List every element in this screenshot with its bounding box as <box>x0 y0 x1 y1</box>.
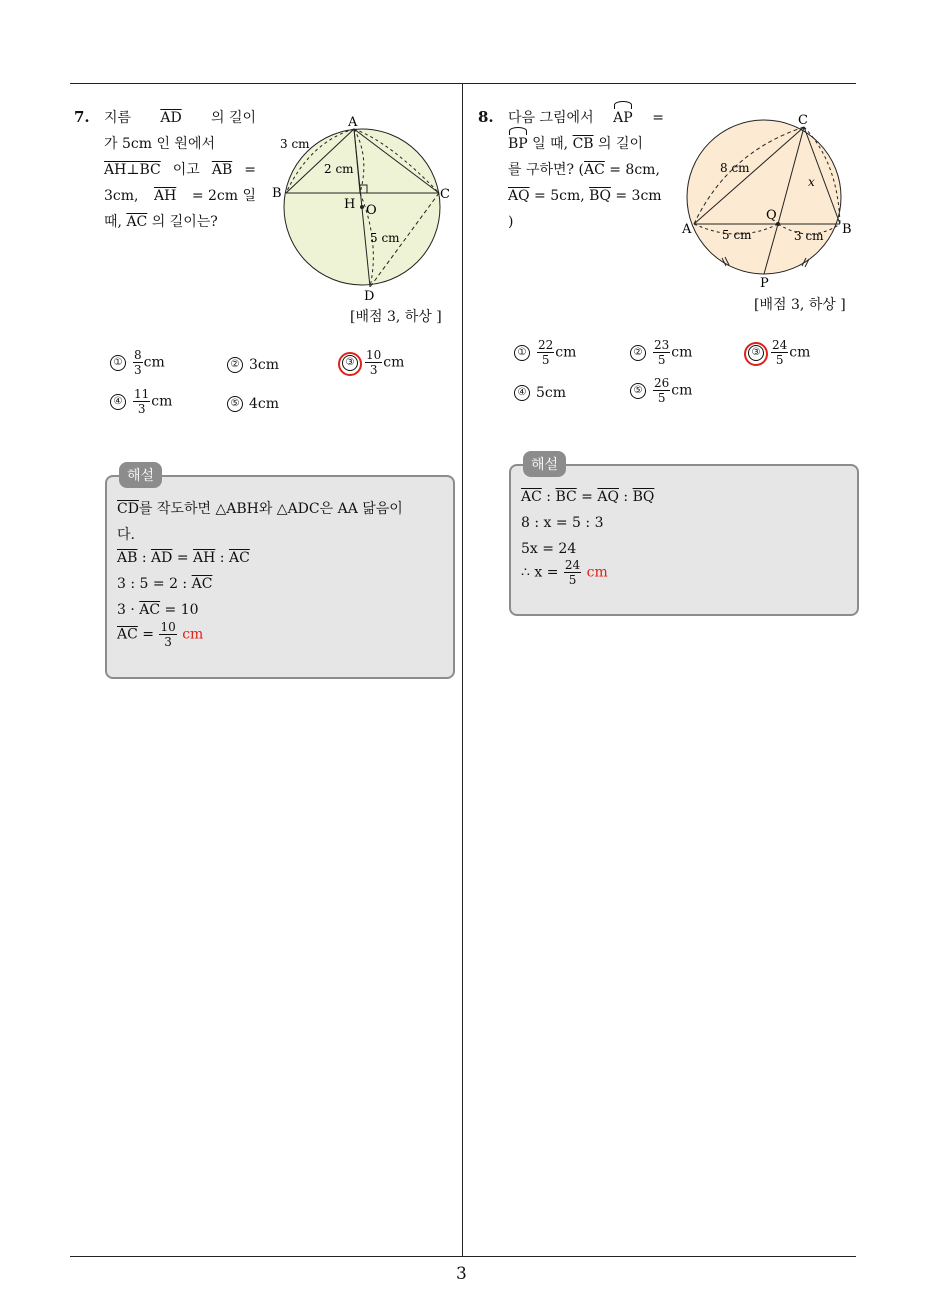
q8-sol-line1: $\overline{AC}$ : $\overline{BC} = \overline{AQ}$ : $\overline{BQ}$ <box>521 489 655 505</box>
q7-sol-line1: $\overline{CD}$를 작도하면 △ABH와 △ADC은 AA 닮음이 <box>117 501 403 517</box>
q7-stem: 지름 $\overline{AD}$ 의 길이 가 5cm 인 원에서 AH⊥BC 이고 $\overline{AB}$ = 3cm, $\overline{AH}$ = 2cm 일 때, $\overline{AC}$ 의 길이는? <box>104 110 256 230</box>
q8-sol-line2: 8 : x = 5 : 3 <box>521 515 604 531</box>
bottom-rule <box>70 1256 856 1257</box>
q8-solution-box <box>509 464 859 616</box>
q8-label-C: C <box>798 113 808 128</box>
q7-choice-3[interactable]: ③ $\frac{10}{3}$ cm <box>342 348 404 377</box>
top-rule <box>70 83 856 84</box>
q7-answer-mark <box>338 352 362 376</box>
q7-choice-1[interactable]: ① $\frac{8}{3}$ cm <box>110 348 165 377</box>
q7-label-ab: 3 cm <box>280 137 310 151</box>
q8-solution-tag: 해설 <box>523 451 566 477</box>
q7-sol-line4: 3 : 5 = 2 : $\overline{AC}$ <box>117 576 213 592</box>
q7-label-C: C <box>440 187 450 202</box>
q7-choice-4[interactable]: ④ $\frac{11}{3}$ cm <box>110 387 172 416</box>
q8-label-A: A <box>682 222 692 237</box>
q7-number: 7. <box>74 108 90 126</box>
q8-label-aq: 5 cm <box>722 228 752 242</box>
q8-choice-4[interactable]: ④ 5cm <box>514 385 566 401</box>
q8-choice-1[interactable]: ① $\frac{22}{5}$ cm <box>514 338 576 367</box>
q7-label-ah: 2 cm <box>324 162 354 176</box>
q7-sol-line6: $\overline{AC}$ = $\frac{10}{3}$ cm <box>117 620 204 649</box>
q7-sol-line3: $\overline{AB}$ : $\overline{AD} = \overline{AH}$ : $\overline{AC}$ <box>117 550 250 566</box>
q8-credit: [배점 3, 하상 ] <box>754 297 846 313</box>
q8-choice-3[interactable]: ③ $\frac{24}{5}$ cm <box>748 338 810 367</box>
q7-choice-2[interactable]: ② 3cm <box>227 357 279 373</box>
q8-circle <box>687 120 841 274</box>
q8-label-P: P <box>760 276 769 291</box>
q7-figure <box>270 112 460 304</box>
q7-label-H: H <box>344 197 356 212</box>
q8-label-qb: 3 cm <box>794 229 824 243</box>
q7-label-O: O <box>366 203 377 218</box>
q8-choice-5[interactable]: ⑤ $\frac{26}{5}$ cm <box>630 376 692 405</box>
q8-choice-2[interactable]: ② $\frac{23}{5}$ cm <box>630 338 692 367</box>
q7-credit: [배점 3, 하상 ] <box>350 309 442 325</box>
q8-sol-line4: ∴ x = $\frac{24}{5}$ cm <box>521 558 608 587</box>
q7-label-D: D <box>364 289 375 304</box>
q8-answer-mark <box>744 342 768 366</box>
column-divider <box>462 83 463 1256</box>
q8-label-Q: Q <box>766 208 777 223</box>
q7-choice-5[interactable]: ⑤ 4cm <box>227 396 279 412</box>
q7-sol-line5: $3 \cdot \overline{AC} = 10$ <box>117 602 199 618</box>
q8-label-ac: 8 cm <box>720 161 750 175</box>
q7-label-A: A <box>348 115 358 130</box>
q8-number: 8. <box>478 108 494 126</box>
q7-label-B: B <box>272 186 282 201</box>
q7-sol-line2: 다. <box>117 527 135 543</box>
q7-label-od: 5 cm <box>370 231 400 245</box>
page-number: 3 <box>456 1264 467 1284</box>
q8-figure <box>678 112 858 292</box>
q8-label-B: B <box>842 222 852 237</box>
q8-stem: 다음 그림에서 AP = BP 일 때, $\overline{CB}$ 의 길이 를 구하면? ($\overline{AC} = 8cm$, $\overline{AQ} = 5cm$, $\overline{BQ} = 3cm$ ) <box>508 105 664 235</box>
q7-solution-tag: 해설 <box>119 462 162 488</box>
q8-sol-line3: 5x = 24 <box>521 541 577 557</box>
q8-label-x: x <box>808 175 815 189</box>
